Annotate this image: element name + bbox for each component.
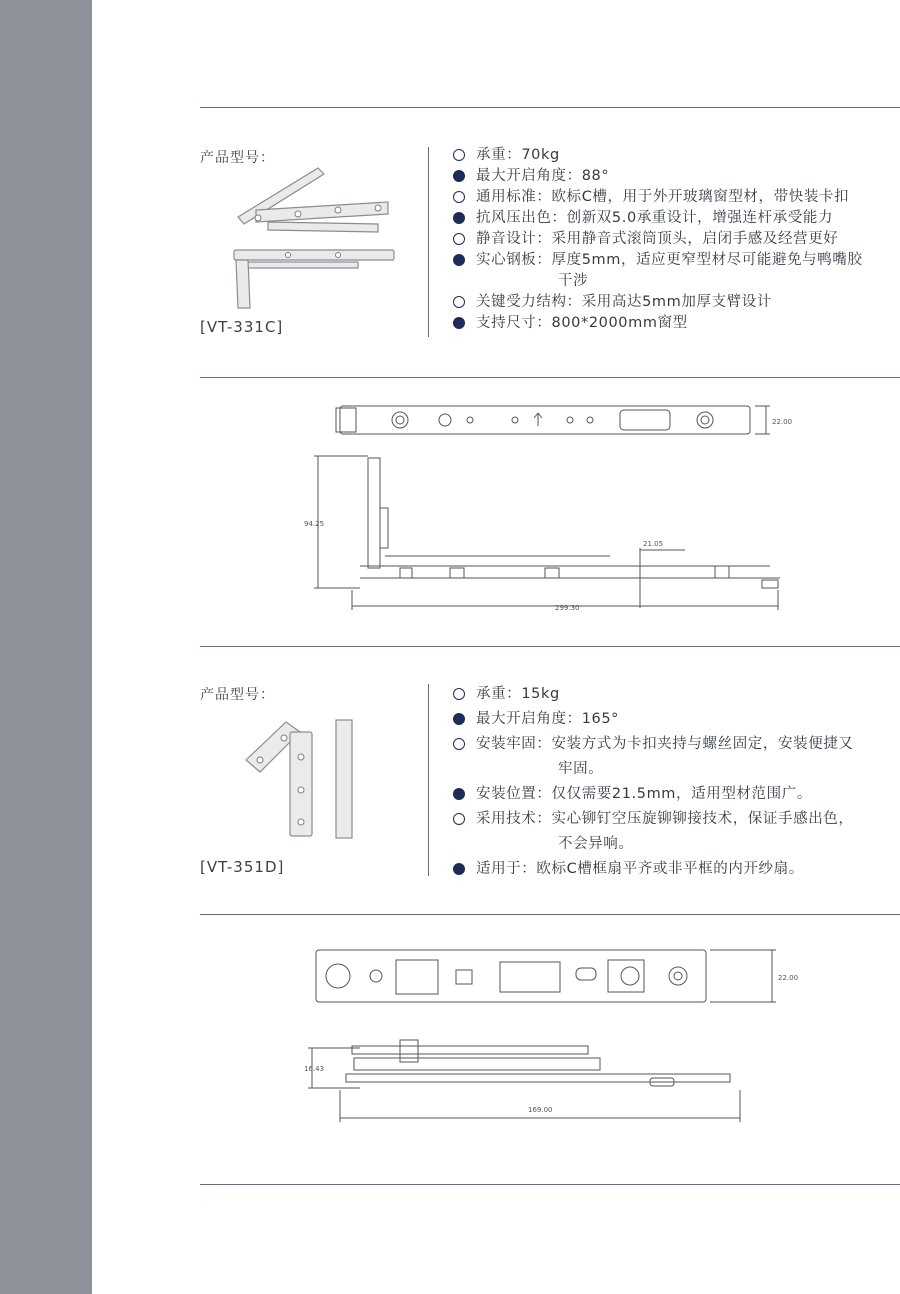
bullet-filled-icon bbox=[453, 713, 465, 725]
bullet-filled-icon bbox=[453, 317, 465, 329]
spec-item bbox=[452, 807, 900, 857]
spec-continuation: 不会异响。 bbox=[558, 836, 634, 852]
bullet-open-icon bbox=[453, 688, 465, 700]
spec-item bbox=[452, 857, 900, 882]
spec-item bbox=[452, 250, 900, 292]
column-divider bbox=[428, 684, 429, 876]
spec-key: 关键受力结构： bbox=[476, 294, 582, 310]
spec-item bbox=[452, 208, 900, 229]
spec-item bbox=[452, 229, 900, 250]
spec-key: 适用于： bbox=[476, 861, 537, 877]
dim-height-label: 22.00 bbox=[778, 974, 799, 982]
spec-key: 承重： bbox=[476, 686, 522, 702]
product-photo-vt351d bbox=[240, 712, 370, 840]
spec-item bbox=[452, 166, 900, 187]
spec-text: 88° bbox=[581, 168, 610, 184]
spec-text: 800*2000mm窗型 bbox=[551, 315, 688, 331]
spec-item bbox=[452, 732, 900, 782]
spec-text: 采用静音式滚筒顶头，启闭手感及经营更好 bbox=[551, 231, 839, 247]
divider bbox=[200, 914, 900, 915]
spec-key: 最大开启角度： bbox=[476, 711, 582, 727]
spec-list bbox=[452, 145, 900, 334]
spec-key: 通用标准： bbox=[476, 189, 552, 205]
spec-text: 15kg bbox=[521, 686, 560, 702]
spec-key: 静音设计： bbox=[476, 231, 552, 247]
bullet-open-icon bbox=[453, 813, 465, 825]
divider bbox=[200, 1184, 900, 1185]
technical-drawing-vt331c bbox=[300, 398, 800, 618]
spec-text: 欧标C槽框扇平齐或非平框的内开纱扇。 bbox=[536, 861, 804, 877]
bullet-filled-icon bbox=[453, 170, 465, 182]
bullet-filled-icon bbox=[453, 212, 465, 224]
spec-text: 欧标C槽，用于外开玻璃窗型材，带快装卡扣 bbox=[551, 189, 850, 205]
bullet-open-icon bbox=[453, 296, 465, 308]
spec-key: 支持尺寸： bbox=[476, 315, 552, 331]
product-label: 产品型号： bbox=[200, 150, 275, 166]
technical-drawing-vt351d bbox=[300, 940, 800, 1130]
bullet-open-icon bbox=[453, 191, 465, 203]
bullet-filled-icon bbox=[453, 788, 465, 800]
divider bbox=[200, 646, 900, 647]
dim-offset-label: 21.05 bbox=[643, 540, 664, 548]
spec-text: 70kg bbox=[521, 147, 560, 163]
product-label: 产品型号： bbox=[200, 687, 275, 703]
spec-key: 采用技术： bbox=[476, 811, 552, 827]
dim-length-label: 169.00 bbox=[528, 1106, 553, 1114]
product-model: [VT-331C] bbox=[200, 318, 284, 336]
spec-item bbox=[452, 313, 900, 334]
spec-key: 实心钢板： bbox=[476, 252, 552, 268]
spec-key: 最大开启角度： bbox=[476, 168, 582, 184]
divider bbox=[200, 377, 900, 378]
product-model: [VT-351D] bbox=[200, 858, 285, 876]
dim-length-label: 299.30 bbox=[555, 604, 580, 612]
side-band bbox=[0, 0, 92, 1294]
spec-text: 165° bbox=[581, 711, 620, 727]
dim-height-label: 22.00 bbox=[772, 418, 793, 426]
dim-depth-label: 94.25 bbox=[304, 520, 325, 528]
spec-item bbox=[452, 707, 900, 732]
column-divider bbox=[428, 147, 429, 337]
spec-key: 抗风压出色： bbox=[476, 210, 567, 226]
spec-text: 创新双5.0承重设计，增强连杆承受能力 bbox=[566, 210, 834, 226]
bullet-open-icon bbox=[453, 233, 465, 245]
divider bbox=[200, 107, 900, 108]
spec-item bbox=[452, 782, 900, 807]
product-photo-vt331c bbox=[228, 162, 400, 314]
spec-key: 安装牢固： bbox=[476, 736, 552, 752]
spec-item bbox=[452, 292, 900, 313]
spec-key: 安装位置： bbox=[476, 786, 552, 802]
spec-text: 实心铆钉空压旋铆铆接技术，保证手感出色， bbox=[551, 811, 854, 827]
spec-continuation: 干涉 bbox=[558, 273, 589, 289]
spec-item bbox=[452, 145, 900, 166]
spec-text: 安装方式为卡扣夹持与螺丝固定，安装便捷又 bbox=[551, 736, 854, 752]
spec-key: 承重： bbox=[476, 147, 522, 163]
spec-item bbox=[452, 682, 900, 707]
bullet-open-icon bbox=[453, 149, 465, 161]
spec-text: 采用高达5mm加厚支臂设计 bbox=[581, 294, 772, 310]
spec-text: 厚度5mm，适应更窄型材尽可能避免与鸭嘴胶 bbox=[551, 252, 863, 268]
spec-text: 仅仅需要21.5mm，适用型材范围广。 bbox=[551, 786, 812, 802]
bullet-filled-icon bbox=[453, 863, 465, 875]
bullet-filled-icon bbox=[453, 254, 465, 266]
dim-depth-label: 16.43 bbox=[304, 1065, 325, 1073]
spec-list bbox=[452, 682, 900, 882]
spec-continuation: 牢固。 bbox=[558, 761, 604, 777]
spec-item bbox=[452, 187, 900, 208]
bullet-open-icon bbox=[453, 738, 465, 750]
